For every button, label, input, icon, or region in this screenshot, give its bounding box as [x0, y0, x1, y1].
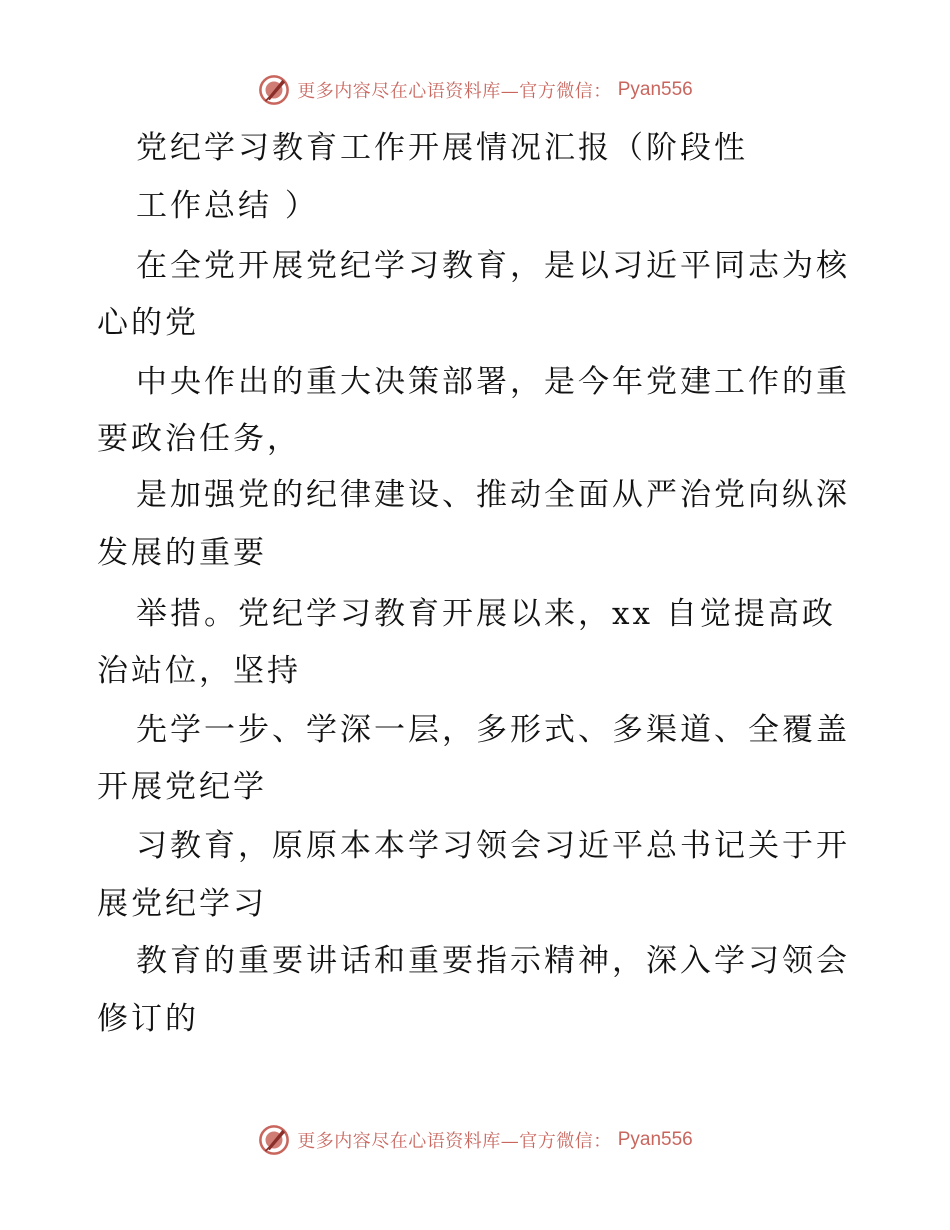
paragraph-line: 要政治任务， — [97, 421, 301, 457]
paragraph-line: 心的党 — [97, 305, 199, 341]
paragraph-line: 治站位，坚持 — [97, 653, 301, 689]
document-title-line-1: 党纪学习教育工作开展情况汇报（阶段性 — [136, 130, 748, 166]
paragraph-line: 举措。党纪学习教育开展以来，xx 自觉提高政 — [136, 596, 836, 632]
paragraph-line: 教育的重要讲话和重要指示精神，深入学习领会 — [136, 943, 850, 979]
paragraph-line: 展党纪学习 — [97, 886, 267, 922]
paragraph-line: 中央作出的重大决策部署，是今年党建工作的重 — [136, 364, 850, 400]
document-title-line-2: 工作总结 ） — [136, 188, 319, 224]
watermark-wechat-id: Pyan556 — [617, 1129, 693, 1150]
paragraph-line: 习教育，原原本本学习领会习近平总书记关于开 — [136, 828, 850, 864]
watermark-text: 更多内容尽在心语资料库—官方微信： — [297, 81, 612, 102]
paragraph-line: 修订的 — [97, 1001, 199, 1037]
paragraph-line: 是加强党的纪律建设、推动全面从严治党向纵深 — [136, 477, 850, 513]
footer-watermark — [0, 1120, 950, 1160]
watermark-group — [257, 1123, 693, 1157]
paragraph-line: 发展的重要 — [97, 535, 267, 571]
header-watermark — [0, 70, 950, 110]
paragraph-line: 开展党纪学 — [97, 769, 267, 805]
quill-pen-seal-icon — [257, 73, 291, 107]
paragraph-line: 先学一步、学深一层，多形式、多渠道、全覆盖 — [136, 712, 850, 748]
quill-pen-seal-icon — [257, 1123, 291, 1157]
watermark-group — [257, 73, 693, 107]
watermark-wechat-id: Pyan556 — [617, 79, 693, 100]
paragraph-line: 在全党开展党纪学习教育，是以习近平同志为核 — [136, 248, 850, 284]
watermark-text: 更多内容尽在心语资料库—官方微信： — [297, 1131, 612, 1152]
